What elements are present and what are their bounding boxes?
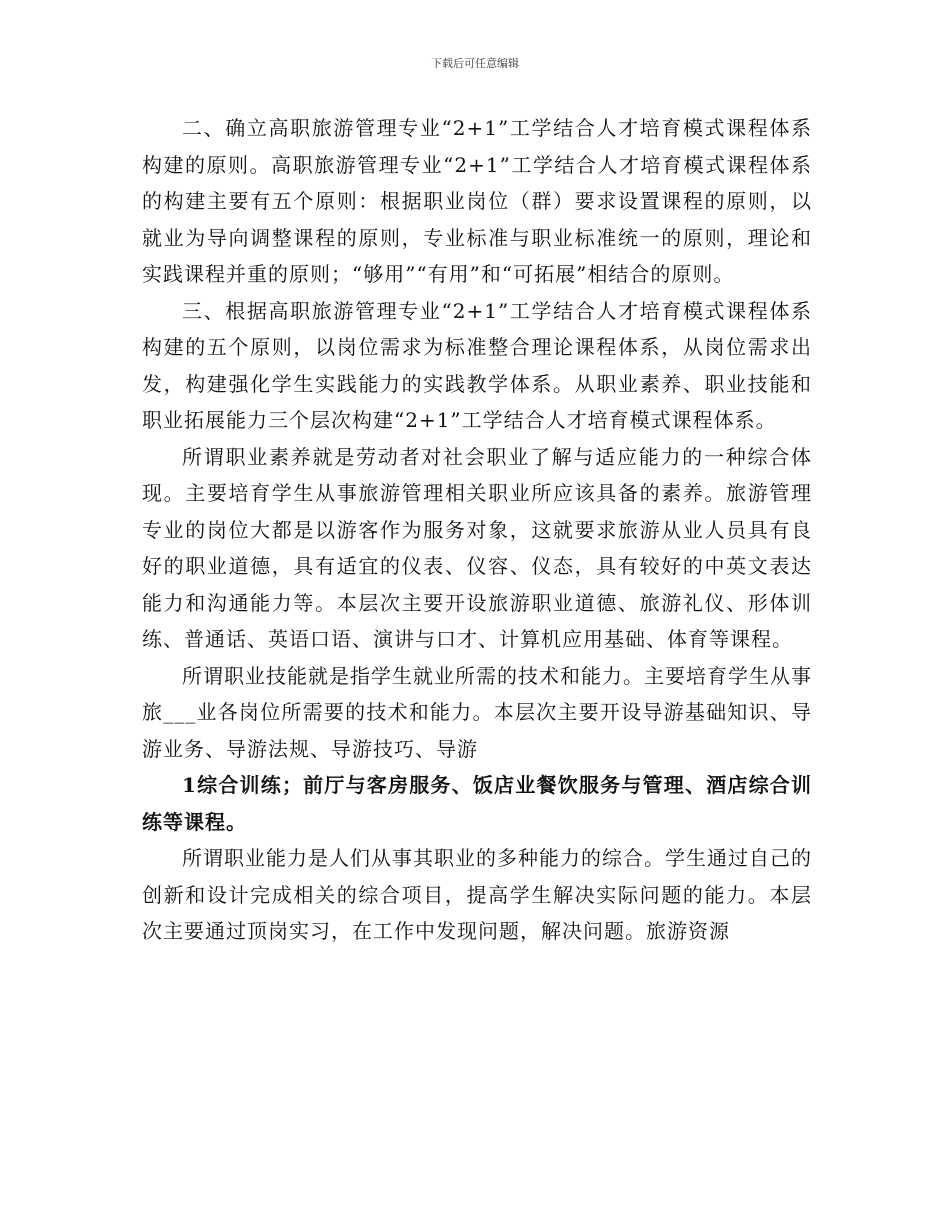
paragraph-curriculum-system: 三、根据高职旅游管理专业“2+1”工学结合人才培育模式课程体系构建的五个原则，以岗位需求为标准整合理论课程体系，从岗位需求出发，构建强化学生实践能力的实践教学体系。从职业素养、职业技能和职业拓展能力三个层次构建“2+1”工学结合人才培育模式课程体系。 — [142, 298, 812, 432]
page-header: 下载后可任意编辑 — [431, 57, 519, 70]
paragraph-professional-skills: 所谓职业技能就是指学生就业所需的技术和能力。主要培育学生从事旅___业各岗位所需要的技术和能力。本层次主要开设导游基础知识、导游业务、导游法规、导游技巧、导游 — [142, 663, 812, 761]
document-body — [142, 110, 812, 950]
paragraph-professional-ability: 所谓职业能力是人们从事其职业的多种能力的综合。学生通过自己的创新和设计完成相关的综合项目，提高学生解决实际问题的能力。本层次主要通过顶岗实习，在工作中发现问题，解决问题。旅游资源 — [142, 846, 812, 943]
paragraph-professional-quality: 所谓职业素养就是劳动者对社会职业了解与适应能力的一种综合体现。主要培育学生从事旅游管理相关职业所应该具备的素养。旅游管理专业的岗位大都是以游客作为服务对象，这就要求旅游从业人员具有良好的职业道德，具有适宜的仪表、仪容、仪态，具有较好的中英文表达能力和沟通能力等。本层次主要开设旅游职业道德、旅游礼仪、形体训练、普通话、英语口语、演讲与口才、计算机应用基础、体育等课程。 — [142, 444, 812, 651]
paragraph-principles: 二、确立高职旅游管理专业“2+1”工学结合人才培育模式课程体系构建的原则。高职旅游管理专业“2+1”工学结合人才培育模式课程体系的构建主要有五个原则：根据职业岗位（群）要求设置课程的原则，以就业为导向调整课程的原则，专业标准与职业标准统一的原则，理论和实践课程并重的原则；“够用”“有用”和“可拓展”相结合的原则。 — [142, 116, 812, 286]
paragraph-comprehensive-training: 1综合训练；前厅与客房服务、饭店业餐饮服务与管理、酒店综合训练等课程。 — [142, 773, 812, 834]
